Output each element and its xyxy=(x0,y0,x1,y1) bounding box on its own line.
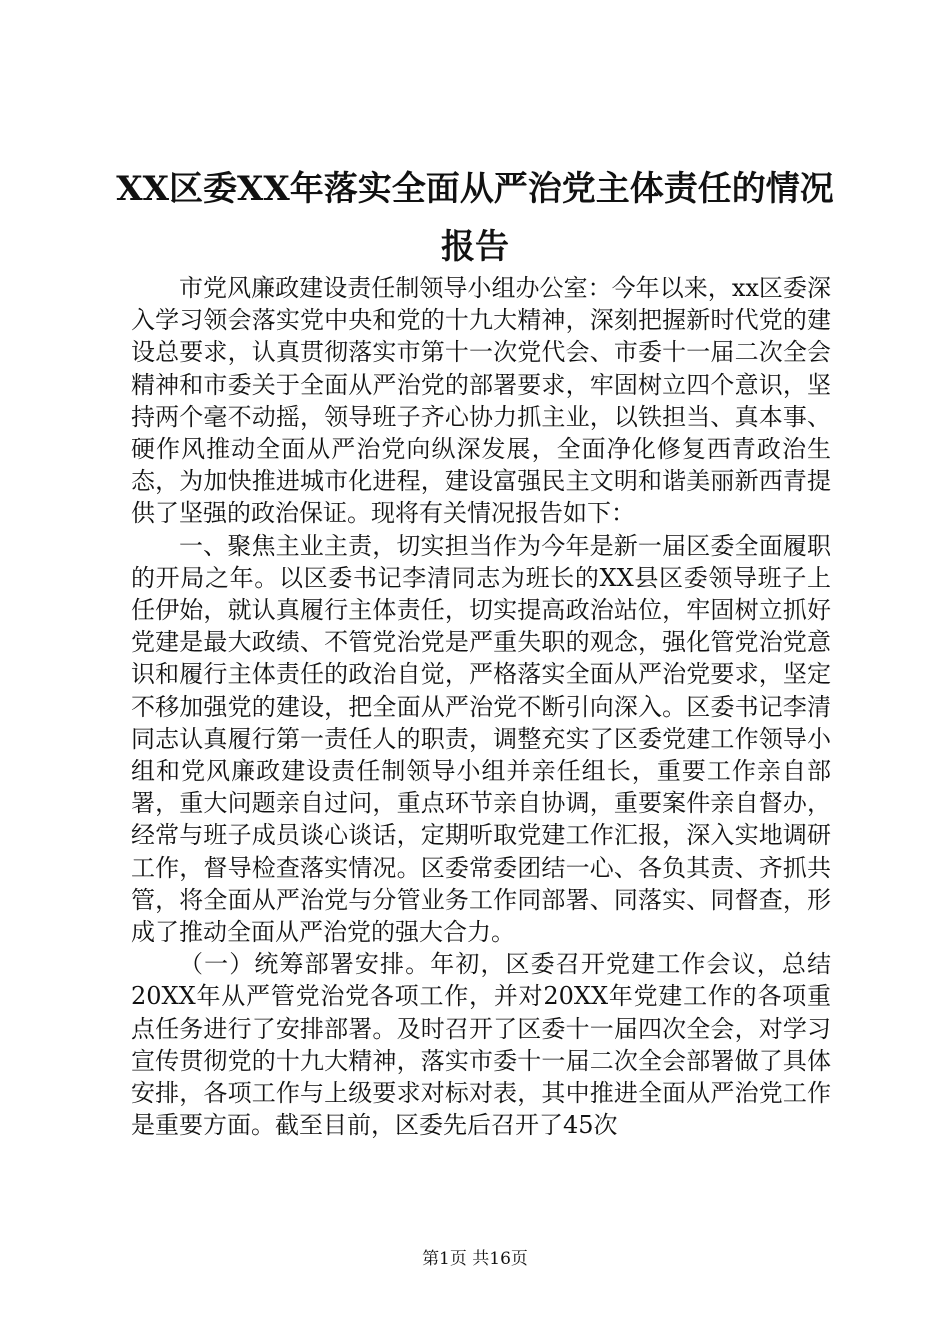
document-title: XX区委XX年落实全面从严治党主体责任的情况报告 xyxy=(116,169,834,267)
paragraph-intro: 市党风廉政建设责任制领导小组办公室：今年以来，xx区委深入学习领会落实党中央和党的十九大精神，深刻把握新时代党的建设总要求，认真贯彻落实市第十一次党代会、市委十一届二次全会精神和市委关于全面从严治党的部署要求，牢固树立四个意识，坚持两个毫不动摇，领导班子齐心协力抓主业，以铁担当、真本事、硬作风推动全面从严治党向纵深发展，全面净化修复西青政治生态，为加快推进城市化进程，建设富强民主文明和谐美丽新西青提供了坚强的政治保证。现将有关情况报告如下： xyxy=(131,274,831,528)
paragraph-subsection-1: （一）统筹部署安排。年初，区委召开党建工作会议，总结20XX年从严管党治党各项工作，并对20XX年党建工作的各项重点任务进行了安排部署。及时召开了区委十一届四次全会，对学习宣传贯彻党的十九大精神，落实市委十一届二次全会部署做了具体安排，各项工作与上级要求对标对表，其中推进全面从严治党工作是重要方面。截至目前，区委先后召开了45次 xyxy=(131,950,831,1140)
page-footer: 第1页 共16页 xyxy=(422,1249,528,1269)
document-body xyxy=(131,272,831,1141)
paragraph-section-1: 一、聚焦主业主责，切实担当作为今年是新一届区委全面履职的开局之年。以区委书记李清同志为班长的XX县区委领导班子上任伊始，就认真履行主体责任，切实提高政治站位，牢固树立抓好党建是最大政绩、不管党治党是严重失职的观念，强化管党治党意识和履行主体责任的政治自觉，严格落实全面从严治党要求，坚定不移加强党的建设，把全面从严治党不断引向深入。区委书记李清同志认真履行第一责任人的职责，调整充实了区委党建工作领导小组和党风廉政建设责任制领导小组并亲任组长，重要工作亲自部署，重大问题亲自过问，重点环节亲自协调，重要案件亲自督办，经常与班子成员谈心谈话，定期听取党建工作汇报，深入实地调研工作，督导检查落实情况。区委常委团结一心、各负其责、齐抓共管，将全面从严治党与分管业务工作同部署、同落实、同督查，形成了推动全面从严治党的强大合力。 xyxy=(131,531,831,947)
